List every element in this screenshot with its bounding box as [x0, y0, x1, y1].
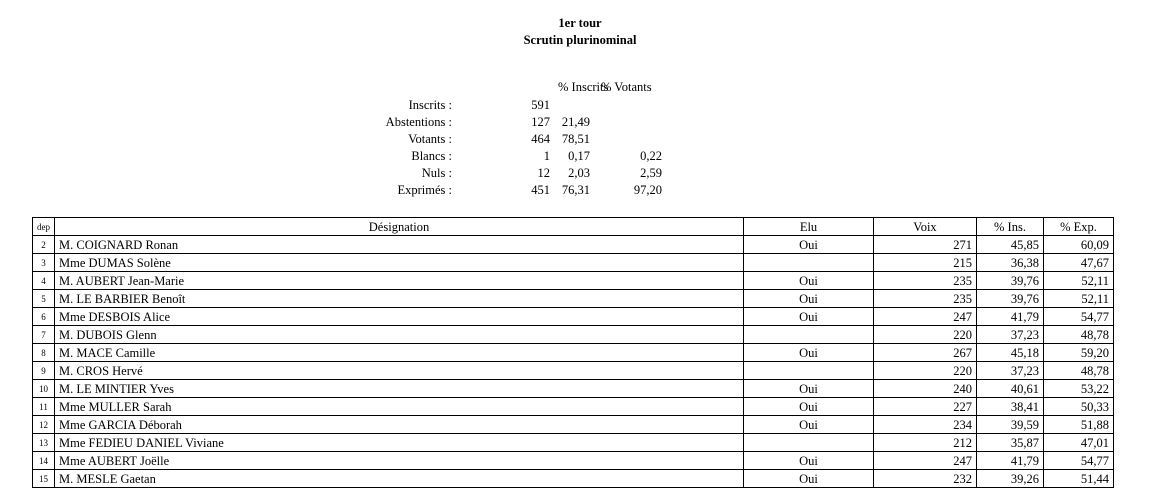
stats-label: Exprimés : — [397, 183, 452, 197]
cell-designation: Mme DESBOIS Alice — [55, 308, 744, 326]
cell-designation: Mme FEDIEU DANIEL Viviane — [55, 434, 744, 452]
cell-elu — [744, 434, 874, 452]
cell-elu: Oui — [744, 470, 874, 488]
cell-pct-exp: 51,88 — [1044, 416, 1114, 434]
cell-designation: M. MESLE Gaetan — [55, 470, 744, 488]
stats-pct-inscrits: 21,49 — [561, 115, 590, 129]
cell-voix: 240 — [874, 380, 977, 398]
cell-dep: 9 — [33, 362, 55, 380]
cell-dep: 6 — [33, 308, 55, 326]
cell-pct-ins: 39,76 — [977, 272, 1044, 290]
cell-pct-ins: 45,18 — [977, 344, 1044, 362]
cell-designation: Mme DUMAS Solène — [55, 254, 744, 272]
cell-pct-ins: 39,59 — [977, 416, 1044, 434]
stats-count: 591 — [531, 98, 550, 112]
table-row — [33, 416, 1114, 434]
cell-voix: 235 — [874, 272, 977, 290]
cell-designation: Mme MULLER Sarah — [55, 398, 744, 416]
cell-pct-exp: 50,33 — [1044, 398, 1114, 416]
header-dep: dep — [33, 218, 55, 236]
cell-elu — [744, 362, 874, 380]
cell-pct-exp: 51,44 — [1044, 470, 1114, 488]
cell-dep: 10 — [33, 380, 55, 398]
cell-designation: M. CROS Hervé — [55, 362, 744, 380]
cell-voix: 220 — [874, 326, 977, 344]
cell-pct-ins: 37,23 — [977, 326, 1044, 344]
cell-voix: 234 — [874, 416, 977, 434]
cell-voix: 212 — [874, 434, 977, 452]
cell-pct-ins: 40,61 — [977, 380, 1044, 398]
cell-voix: 267 — [874, 344, 977, 362]
table-row — [33, 380, 1114, 398]
cell-dep: 4 — [33, 272, 55, 290]
stats-pct-votants: 97,20 — [633, 183, 662, 197]
cell-dep: 13 — [33, 434, 55, 452]
cell-pct-ins: 37,23 — [977, 362, 1044, 380]
cell-elu: Oui — [744, 344, 874, 362]
cell-voix: 247 — [874, 308, 977, 326]
table-row — [33, 272, 1114, 290]
cell-pct-exp: 52,11 — [1044, 272, 1114, 290]
cell-voix: 247 — [874, 452, 977, 470]
cell-voix: 271 — [874, 236, 977, 254]
table-row — [33, 434, 1114, 452]
cell-elu: Oui — [744, 452, 874, 470]
cell-pct-exp: 60,09 — [1044, 236, 1114, 254]
stats-label: Blancs : — [411, 149, 452, 163]
cell-dep: 5 — [33, 290, 55, 308]
table-row — [33, 308, 1114, 326]
cell-elu — [744, 254, 874, 272]
cell-pct-exp: 54,77 — [1044, 452, 1114, 470]
cell-elu — [744, 326, 874, 344]
cell-pct-exp: 59,20 — [1044, 344, 1114, 362]
cell-voix: 220 — [874, 362, 977, 380]
stats-pct-inscrits: 2,03 — [568, 166, 590, 180]
cell-elu: Oui — [744, 272, 874, 290]
cell-pct-exp: 52,11 — [1044, 290, 1114, 308]
table-row — [33, 236, 1114, 254]
stats-pct-inscrits: 78,51 — [561, 132, 590, 146]
table-row — [33, 290, 1114, 308]
stats-label: Abstentions : — [385, 115, 452, 129]
stats-label: Inscrits : — [408, 98, 452, 112]
cell-pct-ins: 41,79 — [977, 308, 1044, 326]
cell-elu: Oui — [744, 380, 874, 398]
scrutin-title: Scrutin plurinominal — [523, 33, 637, 47]
table-row — [33, 344, 1114, 362]
stats-row — [340, 148, 670, 165]
cell-pct-ins: 41,79 — [977, 452, 1044, 470]
cell-voix: 227 — [874, 398, 977, 416]
header-pct-ins: % Ins. — [977, 218, 1044, 236]
stats-count: 451 — [531, 183, 550, 197]
stats-pct-inscrits: 76,31 — [561, 183, 590, 197]
cell-pct-exp: 54,77 — [1044, 308, 1114, 326]
cell-pct-ins: 39,26 — [977, 470, 1044, 488]
stats-header-inscrits: % Inscrits — [558, 80, 609, 94]
stats-label: Votants : — [408, 132, 452, 146]
tour-title: 1er tour — [558, 16, 602, 30]
stats-row — [340, 131, 670, 148]
cell-dep: 3 — [33, 254, 55, 272]
cell-dep: 11 — [33, 398, 55, 416]
cell-dep: 8 — [33, 344, 55, 362]
table-row — [33, 362, 1114, 380]
table-row — [33, 452, 1114, 470]
cell-elu: Oui — [744, 398, 874, 416]
cell-designation: M. LE BARBIER Benoît — [55, 290, 744, 308]
cell-voix: 232 — [874, 470, 977, 488]
cell-pct-ins: 39,76 — [977, 290, 1044, 308]
cell-pct-ins: 38,41 — [977, 398, 1044, 416]
cell-dep: 2 — [33, 236, 55, 254]
header-pct-exp: % Exp. — [1044, 218, 1114, 236]
cell-elu: Oui — [744, 308, 874, 326]
table-row — [33, 326, 1114, 344]
table-row — [33, 254, 1114, 272]
header-voix: Voix — [874, 218, 977, 236]
table-row — [33, 470, 1114, 488]
table-header-row — [33, 218, 1114, 236]
stats-row — [340, 182, 670, 199]
cell-dep: 12 — [33, 416, 55, 434]
cell-voix: 235 — [874, 290, 977, 308]
cell-pct-exp: 47,01 — [1044, 434, 1114, 452]
cell-designation: M. AUBERT Jean-Marie — [55, 272, 744, 290]
cell-elu: Oui — [744, 236, 874, 254]
stats-row — [340, 114, 670, 131]
cell-pct-exp: 48,78 — [1044, 362, 1114, 380]
cell-elu: Oui — [744, 416, 874, 434]
cell-dep: 7 — [33, 326, 55, 344]
stats-row — [340, 165, 670, 182]
header-elu: Elu — [744, 218, 874, 236]
cell-pct-ins: 36,38 — [977, 254, 1044, 272]
cell-pct-ins: 45,85 — [977, 236, 1044, 254]
cell-elu: Oui — [744, 290, 874, 308]
header-designation: Désignation — [55, 218, 744, 236]
stats-pct-votants: 2,59 — [640, 166, 662, 180]
cell-designation: Mme GARCIA Déborah — [55, 416, 744, 434]
cell-designation: M. COIGNARD Ronan — [55, 236, 744, 254]
cell-dep: 15 — [33, 470, 55, 488]
cell-designation: M. LE MINTIER Yves — [55, 380, 744, 398]
cell-pct-ins: 35,87 — [977, 434, 1044, 452]
cell-voix: 215 — [874, 254, 977, 272]
cell-designation: M. DUBOIS Glenn — [55, 326, 744, 344]
cell-pct-exp: 48,78 — [1044, 326, 1114, 344]
stats-count: 1 — [543, 149, 550, 163]
cell-designation: M. MACE Camille — [55, 344, 744, 362]
cell-designation: Mme AUBERT Joëlle — [55, 452, 744, 470]
results-table — [32, 217, 1114, 488]
stats-label: Nuls : — [421, 166, 452, 180]
stats-pct-inscrits: 0,17 — [568, 149, 590, 163]
table-row — [33, 398, 1114, 416]
stats-header-votants: % Votants — [601, 80, 652, 94]
stats-count: 464 — [531, 132, 550, 146]
stats-row — [340, 97, 670, 114]
stats-pct-votants: 0,22 — [640, 149, 662, 163]
cell-pct-exp: 53,22 — [1044, 380, 1114, 398]
cell-dep: 14 — [33, 452, 55, 470]
stats-count: 127 — [531, 115, 550, 129]
cell-pct-exp: 47,67 — [1044, 254, 1114, 272]
stats-count: 12 — [537, 166, 550, 180]
